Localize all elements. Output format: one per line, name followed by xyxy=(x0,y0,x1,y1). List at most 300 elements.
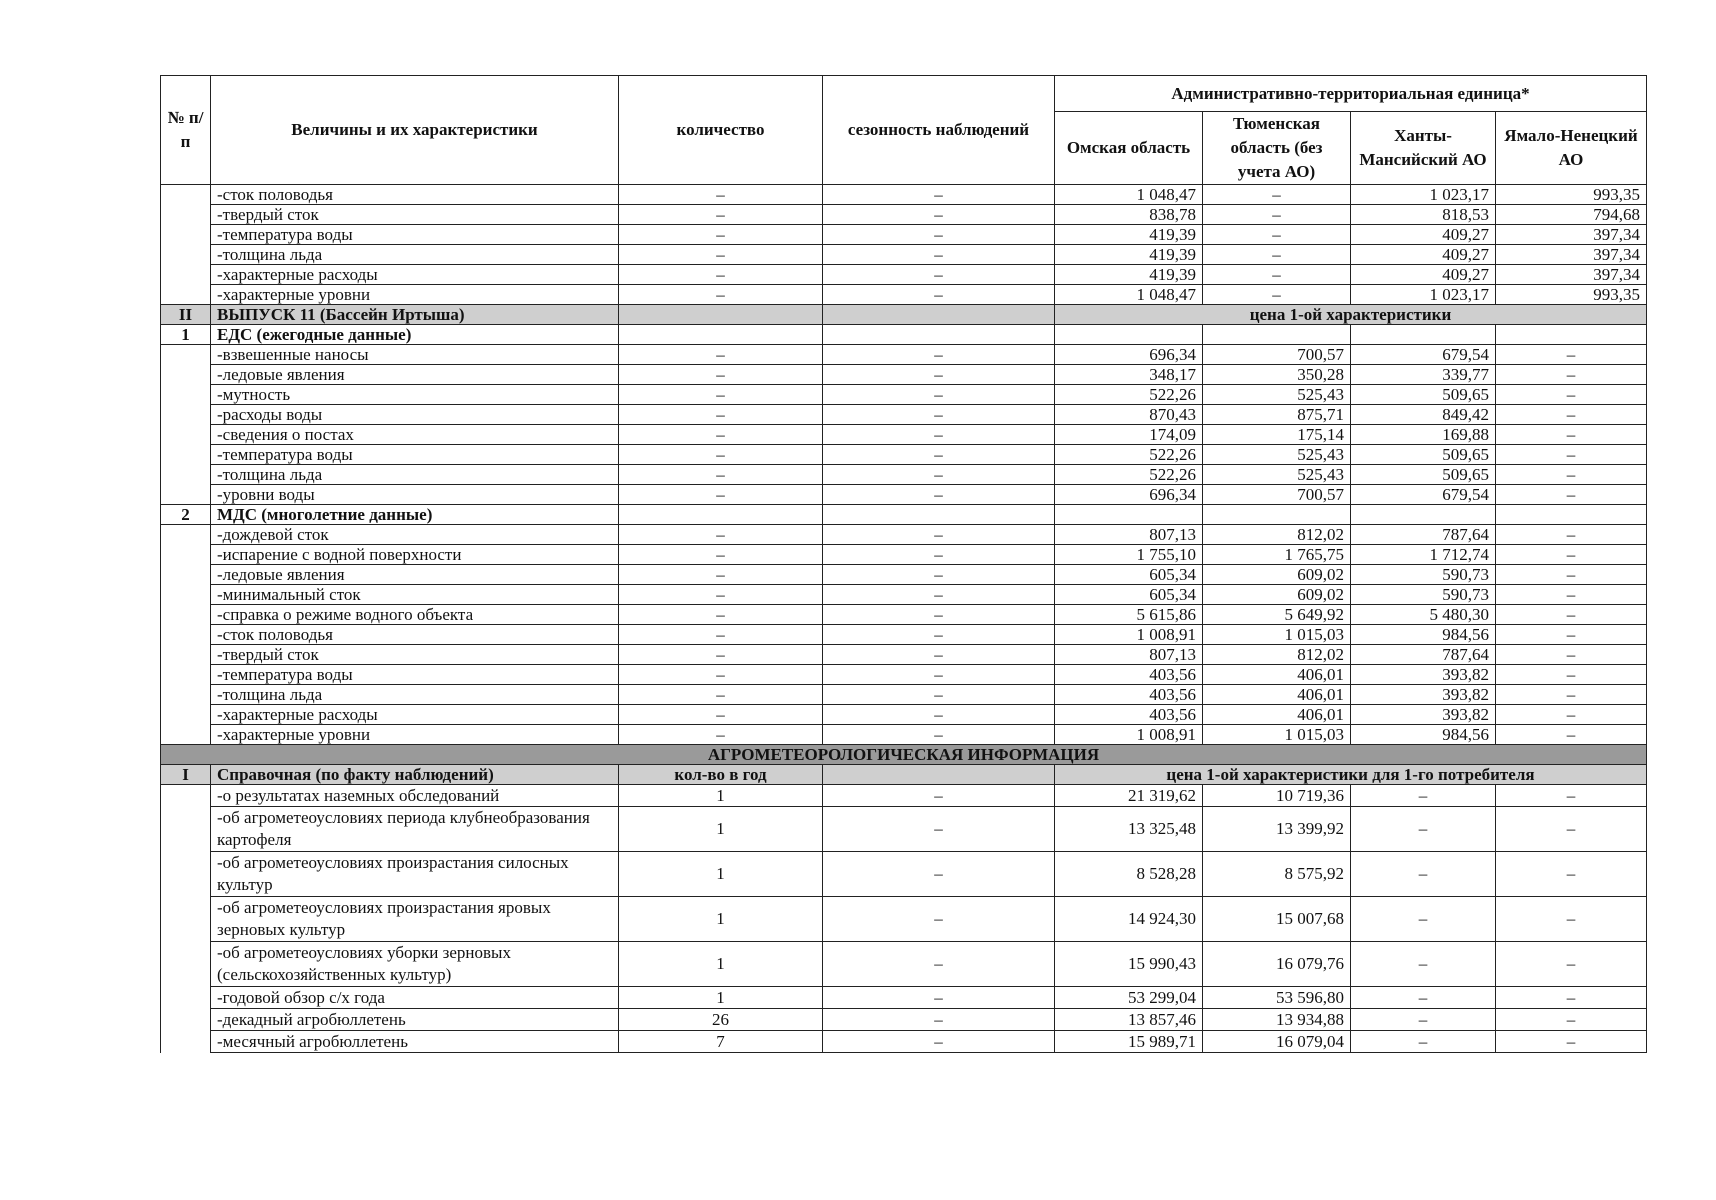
header-quantity-name: Величины и их характеристики xyxy=(211,76,619,185)
header-region: Ханты-Мансийский АО xyxy=(1351,112,1496,185)
row-name: -температура воды xyxy=(211,665,619,685)
row-value: 409,27 xyxy=(1351,245,1496,265)
row-value: – xyxy=(1496,685,1647,705)
row-value: – xyxy=(1351,785,1496,807)
row-value: 5 615,86 xyxy=(1055,605,1203,625)
row-name: -характерные расходы xyxy=(211,265,619,285)
row-value: – xyxy=(1351,1031,1496,1053)
table-row xyxy=(161,445,1647,465)
row-value: 403,56 xyxy=(1055,705,1203,725)
subsection-title: МДС (многолетние данные) xyxy=(211,505,619,525)
row-season: – xyxy=(823,725,1055,745)
row-value: 875,71 xyxy=(1203,405,1351,425)
table-row xyxy=(161,1009,1647,1031)
row-season: – xyxy=(823,405,1055,425)
row-value: 53 596,80 xyxy=(1203,987,1351,1009)
row-count: – xyxy=(619,185,823,205)
row-name: -толщина льда xyxy=(211,465,619,485)
row-season: – xyxy=(823,665,1055,685)
row-value: 679,54 xyxy=(1351,485,1496,505)
row-count: – xyxy=(619,705,823,725)
row-count: – xyxy=(619,565,823,585)
row-value: – xyxy=(1496,1009,1647,1031)
row-season: – xyxy=(823,545,1055,565)
row-value: 787,64 xyxy=(1351,525,1496,545)
row-value: – xyxy=(1203,285,1351,305)
table-row xyxy=(161,807,1647,852)
row-value: – xyxy=(1496,465,1647,485)
row-count: – xyxy=(619,465,823,485)
row-value: – xyxy=(1496,525,1647,545)
table-row xyxy=(161,705,1647,725)
blank-cell xyxy=(619,505,823,525)
row-value: 794,68 xyxy=(1496,205,1647,225)
row-num-cell xyxy=(161,1009,211,1031)
row-value: – xyxy=(1203,265,1351,285)
row-count: – xyxy=(619,445,823,465)
row-name: -толщина льда xyxy=(211,685,619,705)
row-value: 403,56 xyxy=(1055,665,1203,685)
row-value: – xyxy=(1496,785,1647,807)
row-value: 525,43 xyxy=(1203,465,1351,485)
header-region: Тюменская область (без учета АО) xyxy=(1203,112,1351,185)
row-value: – xyxy=(1496,345,1647,365)
row-value: 15 989,71 xyxy=(1055,1031,1203,1053)
row-value: 509,65 xyxy=(1351,445,1496,465)
row-num-cell xyxy=(161,585,211,605)
row-count: 26 xyxy=(619,1009,823,1031)
row-value: – xyxy=(1496,585,1647,605)
row-value: – xyxy=(1496,705,1647,725)
row-value: 1 048,47 xyxy=(1055,285,1203,305)
row-count: – xyxy=(619,385,823,405)
row-season: – xyxy=(823,807,1055,852)
row-value: 10 719,36 xyxy=(1203,785,1351,807)
table-row xyxy=(161,585,1647,605)
row-value: – xyxy=(1496,942,1647,987)
row-name: -об агрометеоусловиях уборки зерновых (сельскохозяйственных культур) xyxy=(211,942,619,987)
table-row xyxy=(161,225,1647,245)
table-row xyxy=(161,265,1647,285)
row-value: 409,27 xyxy=(1351,225,1496,245)
row-value: 419,39 xyxy=(1055,265,1203,285)
row-value: 787,64 xyxy=(1351,645,1496,665)
row-season: – xyxy=(823,465,1055,485)
row-season: – xyxy=(823,565,1055,585)
row-value: – xyxy=(1496,852,1647,897)
table-row xyxy=(161,725,1647,745)
table-row xyxy=(161,385,1647,405)
row-value: 5 649,92 xyxy=(1203,605,1351,625)
row-value: 169,88 xyxy=(1351,425,1496,445)
row-count: – xyxy=(619,205,823,225)
row-value: – xyxy=(1496,987,1647,1009)
row-value: 509,65 xyxy=(1351,385,1496,405)
row-value: 397,34 xyxy=(1496,265,1647,285)
table-row xyxy=(161,785,1647,807)
row-value: 403,56 xyxy=(1055,685,1203,705)
row-value: 525,43 xyxy=(1203,385,1351,405)
row-season: – xyxy=(823,685,1055,705)
row-value: 1 023,17 xyxy=(1351,285,1496,305)
row-value: 397,34 xyxy=(1496,225,1647,245)
row-value: 13 934,88 xyxy=(1203,1009,1351,1031)
row-name: -сток половодья xyxy=(211,625,619,645)
row-num-cell xyxy=(161,942,211,987)
agro-section xyxy=(161,745,1647,785)
blank-cell xyxy=(1055,325,1203,345)
header-region: Ямало-Ненецкий АО xyxy=(1496,112,1647,185)
row-count: – xyxy=(619,685,823,705)
row-value: 696,34 xyxy=(1055,345,1203,365)
row-count: – xyxy=(619,245,823,265)
row-num-cell xyxy=(161,285,211,305)
row-season: – xyxy=(823,285,1055,305)
row-num-cell xyxy=(161,1031,211,1053)
price-label: цена 1-ой характеристики xyxy=(1055,305,1647,325)
row-season: – xyxy=(823,265,1055,285)
agro-banner: АГРОМЕТЕОРОЛОГИЧЕСКАЯ ИНФОРМАЦИЯ xyxy=(161,745,1647,765)
row-num-cell xyxy=(161,225,211,245)
table-row xyxy=(161,405,1647,425)
row-name: -расходы воды xyxy=(211,405,619,425)
row-name: -дождевой сток xyxy=(211,525,619,545)
row-value: – xyxy=(1351,807,1496,852)
row-value: 509,65 xyxy=(1351,465,1496,485)
row-count: 1 xyxy=(619,942,823,987)
row-value: 8 575,92 xyxy=(1203,852,1351,897)
header-num: № п/п xyxy=(161,76,211,185)
row-num-cell xyxy=(161,205,211,225)
row-count: – xyxy=(619,525,823,545)
section-blank xyxy=(823,305,1055,325)
table-row xyxy=(161,942,1647,987)
row-value: – xyxy=(1203,205,1351,225)
row-value: – xyxy=(1496,645,1647,665)
blank-cell xyxy=(823,505,1055,525)
row-num-cell xyxy=(161,365,211,385)
table-row xyxy=(161,245,1647,265)
row-count: – xyxy=(619,665,823,685)
row-value: 993,35 xyxy=(1496,185,1647,205)
row-count: – xyxy=(619,485,823,505)
row-name: -мутность xyxy=(211,385,619,405)
table-row xyxy=(161,852,1647,897)
row-value: – xyxy=(1496,385,1647,405)
row-name: -ледовые явления xyxy=(211,365,619,385)
row-value: 13 399,92 xyxy=(1203,807,1351,852)
row-count: 1 xyxy=(619,807,823,852)
row-num-cell xyxy=(161,345,211,365)
row-name: -температура воды xyxy=(211,445,619,465)
row-num-cell xyxy=(161,465,211,485)
table-row xyxy=(161,987,1647,1009)
row-value: – xyxy=(1496,725,1647,745)
row-value: – xyxy=(1496,1031,1647,1053)
row-value: 807,13 xyxy=(1055,525,1203,545)
row-num-cell xyxy=(161,525,211,545)
row-num-cell xyxy=(161,245,211,265)
table-row xyxy=(161,605,1647,625)
row-value: 993,35 xyxy=(1496,285,1647,305)
agro-num: I xyxy=(161,765,211,785)
row-value: 1 712,74 xyxy=(1351,545,1496,565)
row-name: -справка о режиме водного объекта xyxy=(211,605,619,625)
row-value: 522,26 xyxy=(1055,445,1203,465)
row-season: – xyxy=(823,705,1055,725)
row-value: 700,57 xyxy=(1203,345,1351,365)
table-header xyxy=(161,76,1647,185)
agro-rows xyxy=(161,785,1647,1053)
row-count: – xyxy=(619,425,823,445)
table-row xyxy=(161,897,1647,942)
table-row xyxy=(161,345,1647,365)
header-region: Омская область xyxy=(1055,112,1203,185)
row-value: 700,57 xyxy=(1203,485,1351,505)
eds-rows xyxy=(161,345,1647,505)
table-row xyxy=(161,185,1647,205)
row-value: 14 924,30 xyxy=(1055,897,1203,942)
row-season: – xyxy=(823,1031,1055,1053)
blank-cell xyxy=(1203,505,1351,525)
blank-cell xyxy=(1055,505,1203,525)
row-num-cell xyxy=(161,425,211,445)
row-season: – xyxy=(823,185,1055,205)
table-row xyxy=(161,685,1647,705)
row-value: 1 048,47 xyxy=(1055,185,1203,205)
row-name: -сведения о постах xyxy=(211,425,619,445)
row-value: 393,82 xyxy=(1351,705,1496,725)
row-count: 7 xyxy=(619,1031,823,1053)
blank-cell xyxy=(1203,325,1351,345)
row-name: -твердый сток xyxy=(211,205,619,225)
row-num-cell xyxy=(161,785,211,807)
row-season: – xyxy=(823,445,1055,465)
row-value: 1 008,91 xyxy=(1055,625,1203,645)
row-value: 522,26 xyxy=(1055,465,1203,485)
row-name: -об агрометеоусловиях произрастания яровых зерновых культур xyxy=(211,897,619,942)
row-num-cell xyxy=(161,725,211,745)
table-row xyxy=(161,645,1647,665)
row-num-cell xyxy=(161,852,211,897)
row-value: 15 007,68 xyxy=(1203,897,1351,942)
row-value: 1 023,17 xyxy=(1351,185,1496,205)
row-value: – xyxy=(1496,445,1647,465)
row-value: 53 299,04 xyxy=(1055,987,1203,1009)
row-name: -сток половодья xyxy=(211,185,619,205)
row-season: – xyxy=(823,485,1055,505)
row-value: – xyxy=(1496,425,1647,445)
row-value: – xyxy=(1496,565,1647,585)
section-title: ВЫПУСК 11 (Бассейн Иртыша) xyxy=(211,305,619,325)
row-name: -годовой обзор с/х года xyxy=(211,987,619,1009)
agro-price-label: цена 1-ой характеристики для 1-го потребителя xyxy=(1055,765,1647,785)
mds-header xyxy=(161,505,1647,525)
row-value: 609,02 xyxy=(1203,585,1351,605)
row-value: 870,43 xyxy=(1055,405,1203,425)
row-value: 15 990,43 xyxy=(1055,942,1203,987)
row-value: 339,77 xyxy=(1351,365,1496,385)
row-value: 1 015,03 xyxy=(1203,625,1351,645)
row-count: – xyxy=(619,605,823,625)
table-row xyxy=(161,665,1647,685)
row-count: – xyxy=(619,345,823,365)
row-value: – xyxy=(1496,807,1647,852)
row-count: 1 xyxy=(619,785,823,807)
row-name: -испарение с водной поверхности xyxy=(211,545,619,565)
agro-title: Справочная (по факту наблюдений) xyxy=(211,765,619,785)
header-count: количество xyxy=(619,76,823,185)
table-row xyxy=(161,565,1647,585)
row-value: 679,54 xyxy=(1351,345,1496,365)
table-row xyxy=(161,465,1647,485)
blank-cell xyxy=(619,325,823,345)
row-count: – xyxy=(619,725,823,745)
row-name: -толщина льда xyxy=(211,245,619,265)
row-count: 1 xyxy=(619,987,823,1009)
row-value: 605,34 xyxy=(1055,585,1203,605)
row-value: 348,17 xyxy=(1055,365,1203,385)
row-num-cell xyxy=(161,565,211,585)
document-sheet xyxy=(160,75,1646,1053)
row-num-cell xyxy=(161,605,211,625)
row-name: -твердый сток xyxy=(211,645,619,665)
row-value: 406,01 xyxy=(1203,665,1351,685)
row-season: – xyxy=(823,897,1055,942)
header-seasonality: сезонность наблюдений xyxy=(823,76,1055,185)
row-value: 838,78 xyxy=(1055,205,1203,225)
row-value: 419,39 xyxy=(1055,225,1203,245)
row-name: -уровни воды xyxy=(211,485,619,505)
blank-cell xyxy=(1351,505,1496,525)
row-value: 1 015,03 xyxy=(1203,725,1351,745)
row-value: 605,34 xyxy=(1055,565,1203,585)
row-value: – xyxy=(1496,625,1647,645)
row-count: – xyxy=(619,585,823,605)
row-value: – xyxy=(1351,897,1496,942)
row-num-cell xyxy=(161,385,211,405)
row-season: – xyxy=(823,852,1055,897)
row-value: – xyxy=(1351,987,1496,1009)
row-value: 5 480,30 xyxy=(1351,605,1496,625)
row-count: – xyxy=(619,645,823,665)
row-value: 16 079,76 xyxy=(1203,942,1351,987)
row-num-cell xyxy=(161,445,211,465)
row-count: – xyxy=(619,265,823,285)
row-value: 8 528,28 xyxy=(1055,852,1203,897)
row-season: – xyxy=(823,645,1055,665)
row-value: 397,34 xyxy=(1496,245,1647,265)
table-row xyxy=(161,205,1647,225)
row-name: -характерные расходы xyxy=(211,705,619,725)
row-value: 1 008,91 xyxy=(1055,725,1203,745)
row-season: – xyxy=(823,585,1055,605)
row-value: 406,01 xyxy=(1203,685,1351,705)
row-value: – xyxy=(1496,605,1647,625)
row-num-cell xyxy=(161,665,211,685)
row-num-cell xyxy=(161,625,211,645)
row-num-cell xyxy=(161,685,211,705)
row-value: 174,09 xyxy=(1055,425,1203,445)
row-value: 984,56 xyxy=(1351,725,1496,745)
row-value: 807,13 xyxy=(1055,645,1203,665)
table-row xyxy=(161,1031,1647,1053)
row-season: – xyxy=(823,942,1055,987)
row-value: – xyxy=(1496,897,1647,942)
section-num: II xyxy=(161,305,211,325)
row-season: – xyxy=(823,205,1055,225)
blank-cell xyxy=(1351,325,1496,345)
row-season: – xyxy=(823,987,1055,1009)
row-num-cell xyxy=(161,897,211,942)
row-name: -ледовые явления xyxy=(211,565,619,585)
blank-cell xyxy=(1496,505,1647,525)
agro-count-label: кол-во в год xyxy=(619,765,823,785)
row-num-cell xyxy=(161,185,211,205)
row-season: – xyxy=(823,225,1055,245)
table-row xyxy=(161,285,1647,305)
row-value: – xyxy=(1203,245,1351,265)
row-value: – xyxy=(1496,365,1647,385)
row-value: 1 765,75 xyxy=(1203,545,1351,565)
row-value: 393,82 xyxy=(1351,665,1496,685)
row-value: 849,42 xyxy=(1351,405,1496,425)
table-row xyxy=(161,545,1647,565)
row-season: – xyxy=(823,605,1055,625)
row-value: 525,43 xyxy=(1203,445,1351,465)
row-count: 1 xyxy=(619,897,823,942)
row-count: – xyxy=(619,365,823,385)
row-num-cell xyxy=(161,807,211,852)
subsection-num: 2 xyxy=(161,505,211,525)
row-value: 818,53 xyxy=(1351,205,1496,225)
row-count: – xyxy=(619,225,823,245)
row-num-cell xyxy=(161,987,211,1009)
blank-cell xyxy=(1496,325,1647,345)
row-name: -взвешенные наносы xyxy=(211,345,619,365)
row-num-cell xyxy=(161,485,211,505)
agro-blank xyxy=(823,765,1055,785)
row-name: -месячный агробюллетень xyxy=(211,1031,619,1053)
table-row xyxy=(161,425,1647,445)
row-season: – xyxy=(823,785,1055,807)
row-count: – xyxy=(619,285,823,305)
row-count: – xyxy=(619,405,823,425)
row-value: 13 325,48 xyxy=(1055,807,1203,852)
row-value: 175,14 xyxy=(1203,425,1351,445)
hydro-block-1 xyxy=(161,185,1647,305)
row-value: 406,01 xyxy=(1203,705,1351,725)
row-value: – xyxy=(1351,942,1496,987)
row-name: -о результатах наземных обследований xyxy=(211,785,619,807)
row-name: -температура воды xyxy=(211,225,619,245)
row-season: – xyxy=(823,245,1055,265)
row-season: – xyxy=(823,1009,1055,1031)
row-value: – xyxy=(1496,545,1647,565)
row-value: 590,73 xyxy=(1351,585,1496,605)
row-season: – xyxy=(823,345,1055,365)
row-season: – xyxy=(823,365,1055,385)
row-season: – xyxy=(823,425,1055,445)
row-value: 16 079,04 xyxy=(1203,1031,1351,1053)
table-row xyxy=(161,485,1647,505)
row-value: 409,27 xyxy=(1351,265,1496,285)
subsection-num: 1 xyxy=(161,325,211,345)
row-value: 419,39 xyxy=(1055,245,1203,265)
row-count: 1 xyxy=(619,852,823,897)
row-count: – xyxy=(619,545,823,565)
mds-rows xyxy=(161,525,1647,745)
